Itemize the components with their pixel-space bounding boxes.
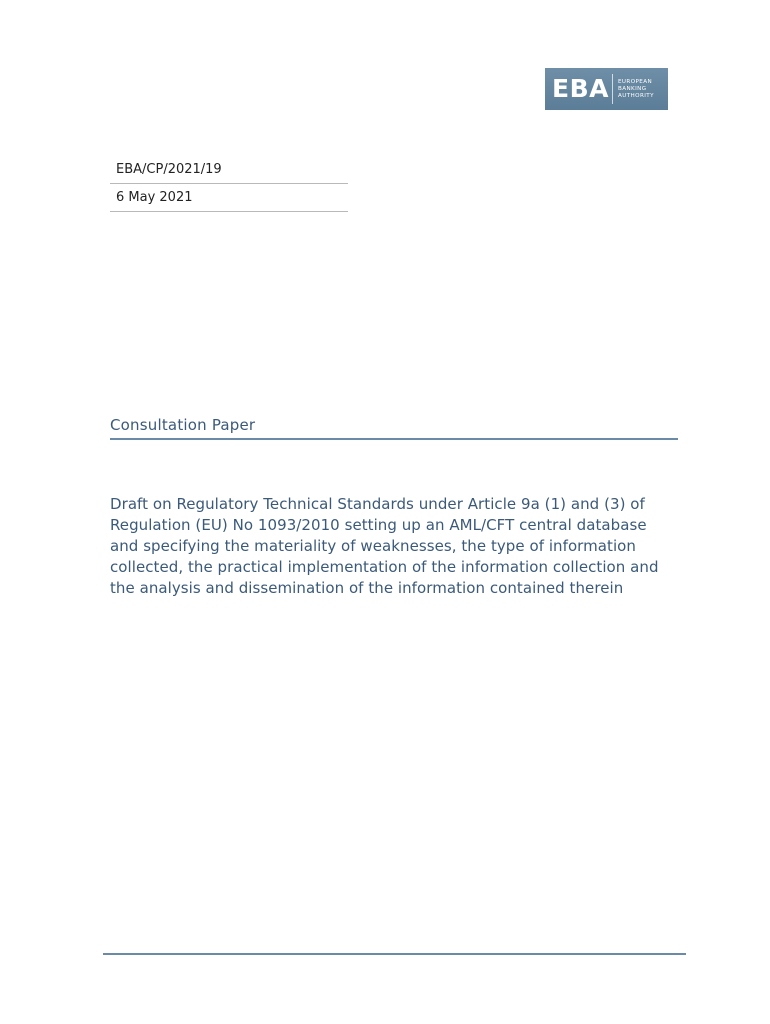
logo-subtitle [618,79,654,100]
document-type-heading: Consultation Paper [110,416,678,440]
logo-line-2: BANKING [618,85,647,92]
logo-line-1: EUROPEAN [618,78,653,85]
reference-date: 6 May 2021 [110,184,348,212]
eba-logo [545,68,668,110]
document-title: Draft on Regulatory Technical Standards under Article 9a (1) and (3) of Regulation (EU) No 1093/2010 setting up an AML/CFT central database and specifying the materiality of weaknesses, the type of information collected, the practical implementation of the information collection and the analysis and dissemination of the information contained therein [110,495,659,597]
footer-rule [103,953,686,955]
reference-block [110,156,348,212]
logo-mark: EBA [552,74,609,103]
logo-divider [612,74,613,104]
logo-line-3: AUTHORITY [618,92,654,99]
reference-code: EBA/CP/2021/19 [110,156,348,184]
